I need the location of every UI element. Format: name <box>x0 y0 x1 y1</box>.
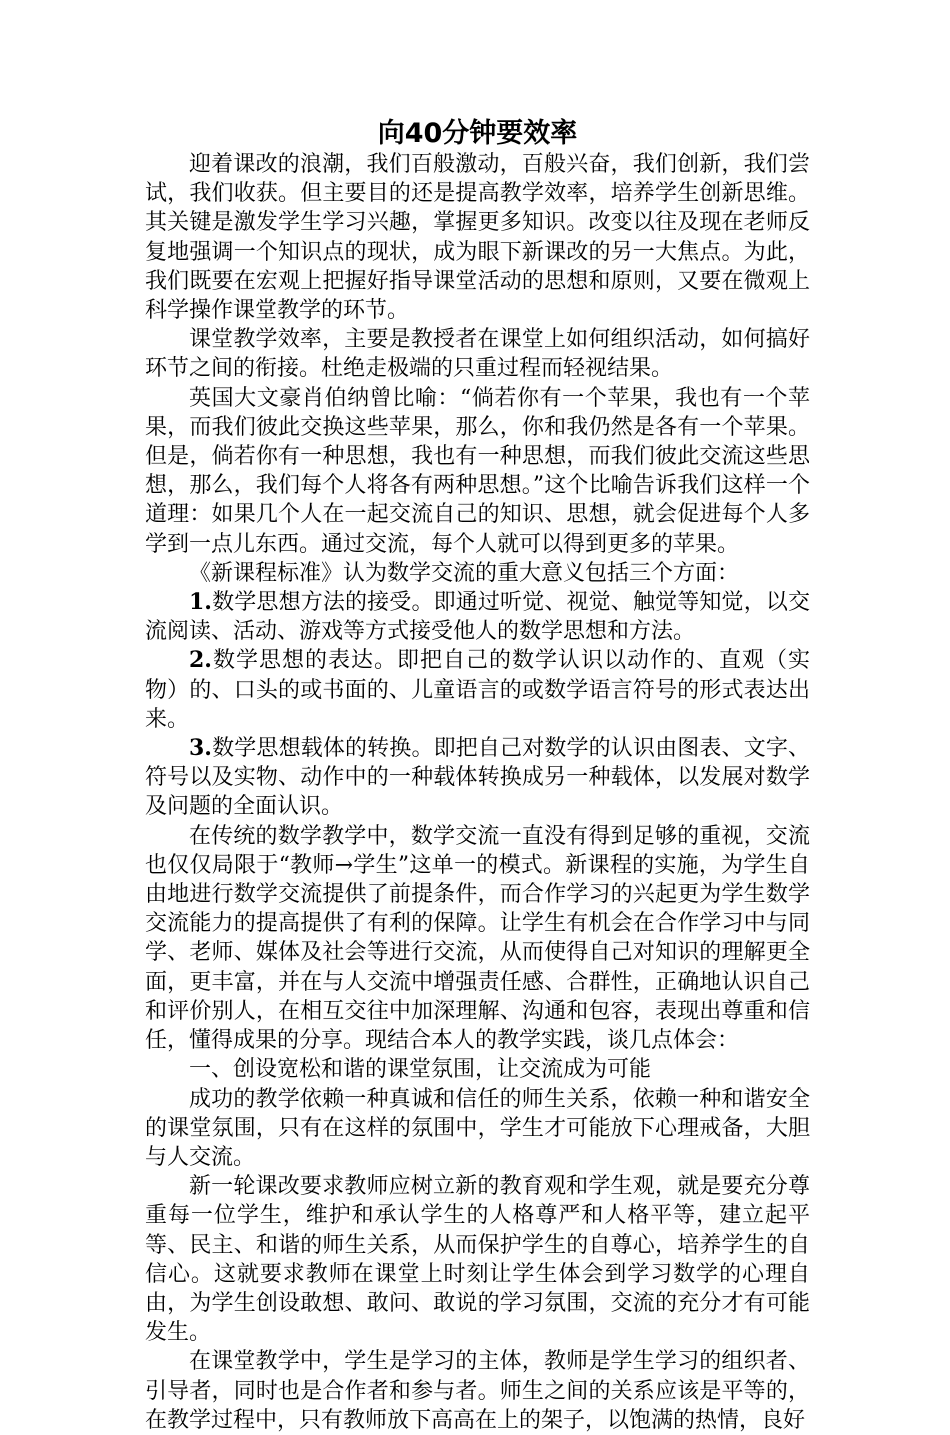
document-page <box>145 118 810 1435</box>
list-item-3 <box>145 734 810 822</box>
list-item-2 <box>145 646 810 734</box>
section-heading-1: 一、创设宽松和谐的课堂氛围，让交流成为可能 <box>189 1057 652 1083</box>
list-number: 3. <box>189 735 212 762</box>
paragraph-classroom: 在课堂教学中，学生是学习的主体，教师是学生学习的组织者、引导者，同时也是合作者和参与者。师生之间的关系应该是平等的，在教学过程中，只有教师放下高高在上的架子，以饱满的热情，良好 <box>145 1349 810 1433</box>
paragraph-shaw-quote: 英国大文豪肖伯纳曾比喻：“倘若你有一个苹果，我也有一个苹果，而我们彼此交换这些苹果，那么，你和我仍然是各有一个苹果。但是，倘若你有一种思想，我也有一种思想，而我们彼此交流这些思想，那么，我们每个人将各有两种思想。”这个比喻告诉我们这样一个道理：如果几个人在一起交流自己的知识、思想，就会促进每个人多学到一点儿东西。通过交流，每个人就可以得到更多的苹果。 <box>145 385 810 557</box>
paragraph-intro: 迎着课改的浪潮，我们百般激动，百般兴奋，我们创新，我们尝试，我们收获。但主要目的还是提高教学效率，培养学生创新思维。其关键是激发学生学习兴趣，掌握更多知识。改变以往及现在老师反复地强调一个知识点的现状，成为眼下新课改的另一大焦点。为此，我们既要在宏观上把握好指导课堂活动的思想和原则，又要在微观上科学操作课堂教学的环节。 <box>145 152 810 324</box>
paragraph-tradition: 在传统的数学教学中，数学交流一直没有得到足够的重视，交流也仅仅局限于“教师→学生”这单一的模式。新课程的实施，为学生自由地进行数学交流提供了前提条件，而合作学习的兴起更为学生数学交流能力的提高提供了有利的保障。让学生有机会在合作学习中与同学、老师、媒体及社会等进行交流，从而使得自己对知识的理解更全面，更丰富，并在与人交流中增强责任感、合群性，正确地认识自己和评价别人，在相互交往中加深理解、沟通和包容，表现出尊重和信任，懂得成果的分享。现结合本人的教学实践，谈几点体会： <box>145 823 810 1054</box>
paragraph-efficiency: 课堂教学效率，主要是教授者在课堂上如何组织活动，如何搞好环节之间的衔接。杜绝走极端的只重过程而轻视结果。 <box>145 327 810 382</box>
list-text: 数学思想方法的接受。即通过听觉、视觉、触觉等知觉，以交流阅读、活动、游戏等方式接受他人的数学思想和方法。 <box>145 590 810 645</box>
paragraph-new-reform: 新一轮课改要求教师应树立新的教育观和学生观，就是要充分尊重每一位学生，维护和承认学生的人格尊严和人格平等，建立起平等、民主、和谐的师生关系，从而保护学生的自尊心，培养学生的自信心。这就要求教师在课堂上时刻让学生体会到学习数学的心理自由，为学生创设敢想、敢问、敢说的学习氛围，交流的充分才有可能发生。 <box>145 1174 810 1346</box>
list-text: 数学思想载体的转换。即把自己对数学的认识由图表、文字、符号以及实物、动作中的一种载体转换成另一种载体，以发展对数学及问题的全面认识。 <box>145 736 810 820</box>
paragraph-trust: 成功的教学依赖一种真诚和信任的师生关系，依赖一种和谐安全的课堂氛围，只有在这样的氛围中，学生才可能放下心理戒备，大胆与人交流。 <box>145 1086 810 1170</box>
list-number: 1. <box>189 589 212 616</box>
list-item-1 <box>145 588 810 646</box>
list-number: 2. <box>189 647 212 674</box>
list-text: 数学思想的表达。即把自己的数学认识以动作的、直观（实物）的、口头的或书面的、儿童语言的或数学语言符号的形式表达出来。 <box>145 648 810 732</box>
document-title: 向40分钟要效率 <box>377 118 578 149</box>
paragraph-standard: 《新课程标准》认为数学交流的重大意义包括三个方面： <box>189 560 740 586</box>
